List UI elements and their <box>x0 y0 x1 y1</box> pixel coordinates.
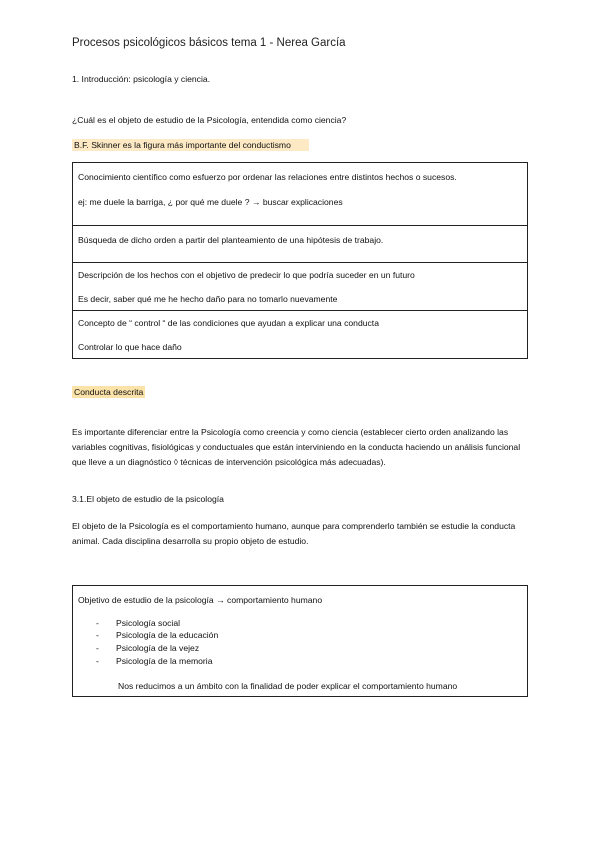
bullet-char: - <box>96 643 99 653</box>
table-row <box>73 311 527 358</box>
section-heading-3-1: 3.1.El objeto de estudio de la psicología <box>72 494 224 504</box>
bullet-char: - <box>96 618 99 628</box>
table-row-line1: Búsqueda de dicho orden a partir del planteamiento de una hipótesis de trabajo. <box>78 235 384 245</box>
table-row <box>73 163 527 226</box>
concept-table <box>72 162 528 359</box>
skinner-note <box>72 140 309 150</box>
box-title: Objetivo de estudio de la psicología → comportamiento humano <box>78 595 323 605</box>
paragraph-objeto: El objeto de la Psicología es el comportamiento humano, aunque para comprenderlo también se estudie la conducta animal. Cada disciplina desarrolla su propio objeto de estudio. <box>72 521 516 546</box>
table-row-line1: Concepto de “ control “ de las condiciones que ayudan a explicar una conducta <box>78 318 379 328</box>
page-title: Procesos psicológicos básicos tema 1 - Nerea García <box>72 37 346 49</box>
paragraph-creencia-ciencia: Es importante diferenciar entre la Psicología como creencia y como ciencia (establecer cierto orden analizando las variables cognitivas, fisiológicas y conductuales que están interviniendo en la conducta haciendo un análisis funcional que lleve a un diagnóstico ◊ técnicas de intervención psicológica más adecuadas). <box>72 427 521 467</box>
skinner-highlight: B.F. Skinner es la figura más importante del conductismo <box>72 139 309 151</box>
table-row <box>73 263 527 311</box>
bullet-char: - <box>96 656 99 666</box>
table-row-line1: Descripción de los hechos con el objetivo de predecir lo que podría suceder en un futuro <box>78 270 415 280</box>
box-footer: Nos reducimos a un ámbito con la finalidad de poder explicar el comportamiento humano <box>118 681 458 691</box>
question-text: ¿Cuál es el objeto de estudio de la Psicología, entendida como ciencia? <box>72 115 347 125</box>
list-item: Psicología de la memoria <box>116 656 213 666</box>
table-row-line1: Conocimiento científico como esfuerzo por ordenar las relaciones entre distintos hechos o sucesos. <box>78 172 457 182</box>
table-row-line2: ej: me duele la barriga, ¿ por qué me duele ? → buscar explicaciones <box>78 197 343 207</box>
list-item: Psicología social <box>116 618 181 628</box>
table-row-line2: Es decir, saber qué me he hecho daño para no tomarlo nuevamente <box>78 294 338 304</box>
bullet-char: - <box>96 630 99 640</box>
table-row-line2: Controlar lo que hace daño <box>78 342 182 352</box>
list-item: Psicología de la vejez <box>116 643 200 653</box>
conducta-label <box>72 387 145 397</box>
section-heading-intro: 1. Introducción: psicología y ciencia. <box>72 74 211 84</box>
conducta-highlight: Conducta descrita <box>74 387 144 397</box>
table-row <box>73 226 527 263</box>
list-item: Psicología de la educación <box>116 630 219 640</box>
objective-box <box>72 585 528 697</box>
